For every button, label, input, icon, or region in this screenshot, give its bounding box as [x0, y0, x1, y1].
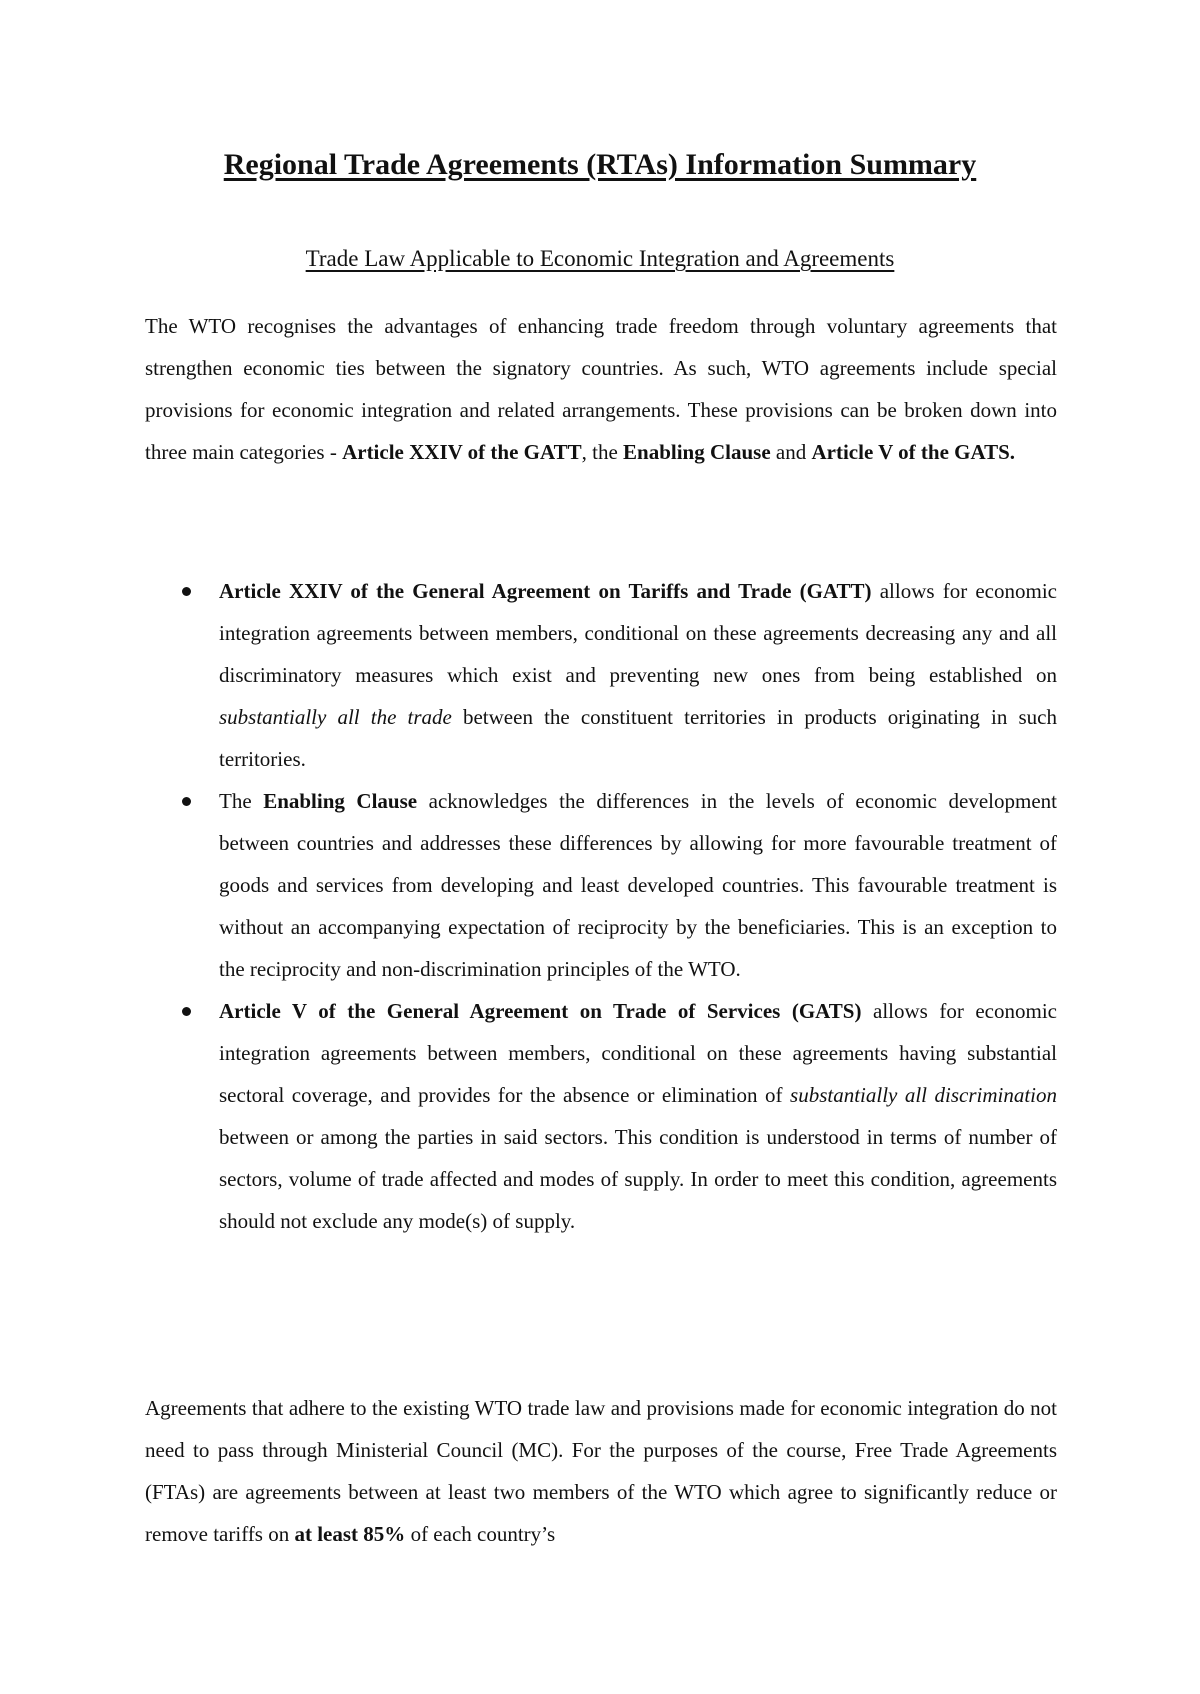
intro-bold-gatt: Article XXIV of the GATT	[342, 440, 582, 464]
bullet-text-1: allows for economic integration agreements between members, conditional on these agreements decreasing any and all discriminatory measures which exist and preventing new ones from being established on	[219, 579, 1057, 687]
bullet-bold: Enabling Clause	[263, 789, 418, 813]
bullet-lead: The	[219, 789, 264, 813]
bullet-text-1: acknowledges the differences in the levels of economic development between countries and addresses these differences by allowing for more favourable treatment of goods and services from developing and least developed countries. This favourable treatment is without an accompanying expectation of reciprocity by the beneficiaries. This is an exception to the reciprocity and non-discrimination principles of the WTO.	[219, 789, 1057, 981]
bullet-bold: Article XXIV of the General Agreement on Tariffs and Trade (GATT)	[219, 579, 872, 603]
document-title: Regional Trade Agreements (RTAs) Information Summary	[223, 148, 977, 181]
intro-bold-enabling: Enabling Clause	[623, 440, 771, 464]
bullet-icon	[182, 587, 191, 596]
bullet-italic: substantially all discrimination	[790, 1083, 1057, 1107]
provisions-list	[145, 570, 1057, 1242]
list-item	[145, 570, 1057, 780]
bullet-text-2: between or among the parties in said sectors. This condition is understood in terms of number of sectors, volume of trade affected and modes of supply. In order to meet this condition, agreements should not exclude any mode(s) of supply.	[219, 1125, 1057, 1233]
list-item	[145, 780, 1057, 990]
closing-bold-85: at least 85%	[294, 1522, 406, 1546]
section-subtitle: Trade Law Applicable to Economic Integration and Agreements	[305, 246, 895, 271]
bullet-text-1: allows for economic integration agreements between members, conditional on these agreements having substantial sectoral coverage, and provides for the absence or elimination of	[219, 999, 1057, 1107]
intro-bold-gats: Article V of the GATS.	[811, 440, 1016, 464]
intro-text-3: and	[770, 440, 812, 464]
list-item	[145, 990, 1057, 1242]
bullet-icon	[182, 1007, 191, 1016]
bullet-bold: Article V of the General Agreement on Trade of Services (GATS)	[219, 999, 862, 1023]
intro-paragraph	[145, 305, 1057, 473]
closing-text-1: Agreements that adhere to the existing WTO trade law and provisions made for economic integration do not need to pass through Ministerial Council (MC). For the purposes of the course, Free Trade Agreements (FTAs) are agreements between at least two members of the WTO which agree to significantly reduce or remove tariffs on	[145, 1396, 1057, 1546]
bullet-icon	[182, 797, 191, 806]
closing-paragraph	[145, 1387, 1057, 1555]
intro-text-2: , the	[581, 440, 624, 464]
bullet-italic: substantially all the trade	[219, 705, 452, 729]
bullet-text-2: between the constituent territories in products originating in such territories.	[219, 705, 1057, 771]
closing-text-2: of each country’s	[405, 1522, 556, 1546]
intro-text-1: The WTO recognises the advantages of enhancing trade freedom through voluntary agreements that strengthen economic ties between the signatory countries. As such, WTO agreements include special provisions for economic integration and related arrangements. These provisions can be broken down into three main categories -	[145, 314, 1057, 464]
